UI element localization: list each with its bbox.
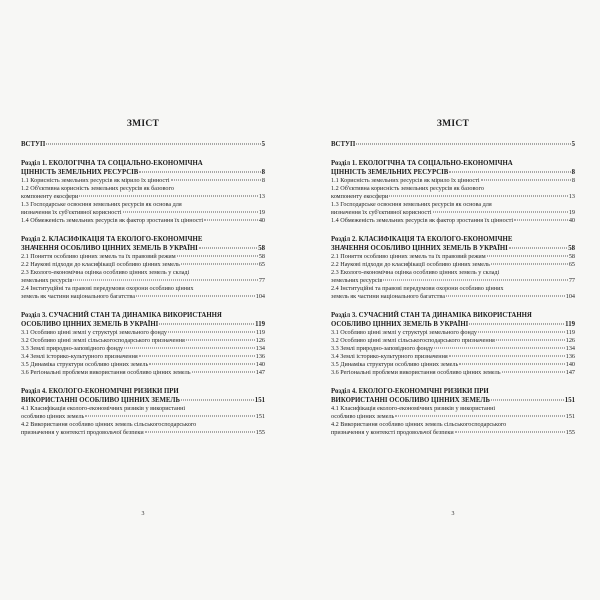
section-heading-line[interactable] bbox=[21, 168, 265, 177]
dot-leader bbox=[455, 432, 565, 433]
dot-leader bbox=[46, 144, 260, 145]
toc-page-number: 13 bbox=[568, 193, 575, 200]
toc-item[interactable] bbox=[21, 261, 265, 269]
toc-item[interactable] bbox=[21, 361, 265, 369]
toc-item[interactable] bbox=[331, 177, 575, 185]
toc-item-last-line[interactable] bbox=[21, 261, 265, 269]
dot-leader bbox=[383, 280, 568, 281]
toc-item[interactable] bbox=[21, 329, 265, 337]
toc-item[interactable] bbox=[331, 201, 575, 217]
dot-leader bbox=[145, 432, 255, 433]
toc-page-number: 126 bbox=[565, 337, 575, 344]
section-heading[interactable]: Розділ 2. КЛАСИФІКАЦІЯ ТА ЕКОЛОГО-ЕКОНОМІЧНЕ bbox=[331, 236, 513, 243]
toc-item-last-line[interactable] bbox=[331, 209, 575, 217]
toc-page-number: 151 bbox=[254, 397, 265, 404]
toc-item[interactable] bbox=[21, 185, 265, 201]
dot-leader bbox=[389, 196, 568, 197]
dot-leader bbox=[434, 348, 565, 349]
toc-item[interactable] bbox=[331, 261, 575, 269]
toc-page-number: 151 bbox=[255, 413, 265, 420]
toc-page-number: 8 bbox=[571, 177, 575, 184]
toc-page-number: 134 bbox=[255, 345, 265, 352]
toc-entry-text: ЗНАЧЕННЯ ОСОБЛИВО ЦІННИХ ЗЕМЕЛЬ В УКРАЇНІ bbox=[21, 245, 198, 252]
toc-entry-text: 1.4 Обмеженість земельних ресурсів як фактор зростання їх цінності bbox=[21, 217, 204, 224]
section-heading[interactable]: Розділ 4. ЕКОЛОГО-ЕКОНОМІЧНІ РИЗИКИ ПРИ bbox=[331, 388, 489, 395]
toc-item-last-line[interactable] bbox=[21, 209, 265, 217]
toc-entry-text: ЦІННІСТЬ ЗЕМЕЛЬНИХ РЕСУРСІВ bbox=[21, 169, 139, 176]
toc-entry-text: 3.1 Особливо цінні землі у структурі земельного фонду bbox=[331, 329, 478, 336]
dot-leader bbox=[149, 364, 254, 365]
toc-item-last-line[interactable] bbox=[331, 337, 575, 345]
toc-item-last-line[interactable] bbox=[331, 293, 575, 301]
toc-page-number: 155 bbox=[565, 429, 575, 436]
dot-leader bbox=[491, 400, 564, 401]
dot-leader bbox=[171, 180, 261, 181]
dot-leader bbox=[168, 332, 255, 333]
dot-leader bbox=[192, 372, 255, 373]
toc-intro bbox=[331, 141, 575, 149]
toc-title: ЗМІСТ bbox=[436, 119, 470, 129]
toc-item[interactable] bbox=[21, 369, 265, 377]
toc-item-last-line[interactable] bbox=[331, 277, 575, 285]
toc-entry-text: особливо цінних земель bbox=[21, 413, 85, 420]
dot-leader bbox=[514, 220, 568, 221]
dot-leader bbox=[123, 212, 258, 213]
toc-item[interactable] bbox=[21, 345, 265, 353]
toc-item-last-line[interactable] bbox=[331, 217, 575, 225]
toc-entry-text: ВИКОРИСТАННІ ОСОБЛИВО ЦІННИХ ЗЕМЕЛЬ bbox=[21, 397, 180, 404]
toc-page-number: 151 bbox=[564, 397, 575, 404]
toc-entry-text: особливо цінних земель bbox=[331, 413, 395, 420]
toc-page-number: 147 bbox=[565, 369, 575, 376]
dot-leader bbox=[85, 416, 254, 417]
toc-page-number: 13 bbox=[258, 193, 265, 200]
dot-leader bbox=[177, 256, 258, 257]
toc-page-number: 77 bbox=[568, 277, 575, 284]
toc-entry-text: 1.4 Обмеженість земельних ресурсів як фактор зростання їх цінності bbox=[331, 217, 514, 224]
toc-entry-text: 3.2 Особливо цінні землі сільськогосподарського призначення bbox=[21, 337, 185, 344]
toc-item-last-line[interactable] bbox=[21, 253, 265, 261]
toc-entry-text: земельних ресурсів bbox=[331, 277, 383, 284]
toc-entry-text: ВСТУП bbox=[21, 141, 46, 148]
dot-leader bbox=[73, 280, 258, 281]
toc-item-last-line[interactable] bbox=[21, 217, 265, 225]
toc-entry-text: ВИКОРИСТАННІ ОСОБЛИВО ЦІННИХ ЗЕМЕЛЬ bbox=[331, 397, 490, 404]
toc-item[interactable] bbox=[331, 405, 575, 421]
toc-page-number: 58 bbox=[258, 253, 265, 260]
toc-item-last-line[interactable] bbox=[21, 329, 265, 337]
toc-entry-text: визначення їх суб'єктивної корисності bbox=[331, 209, 432, 216]
toc-item[interactable] bbox=[331, 421, 575, 437]
dot-leader bbox=[139, 356, 255, 357]
toc-page-number: 151 bbox=[565, 413, 575, 420]
toc-entry-text: 1.1 Корисність земельних ресурсів як мірило їх цінності bbox=[21, 177, 170, 184]
toc-item-line: 4.1 Класифікація еколого-економічних ризиків у використанні bbox=[331, 405, 496, 412]
toc-item-line: 1.3 Господарське освоєння земельних ресурсів як основа для bbox=[21, 201, 182, 208]
toc-entry-text: 2.2 Наукові підходи до класифікації особливо цінних земель bbox=[21, 261, 180, 268]
toc-page-number: 8 bbox=[261, 177, 265, 184]
toc-section bbox=[331, 235, 575, 301]
toc-page-number: 5 bbox=[571, 141, 575, 148]
toc-page-number: 40 bbox=[258, 217, 265, 224]
left-page bbox=[21, 105, 265, 517]
toc-page-number: 19 bbox=[568, 209, 575, 216]
toc-item[interactable] bbox=[21, 421, 265, 437]
dot-leader bbox=[459, 364, 564, 365]
toc-page-number: 8 bbox=[261, 169, 265, 176]
dot-leader bbox=[449, 356, 565, 357]
toc-entry-text: компоненту екосфери bbox=[331, 193, 389, 200]
toc-item-line: 2.4 Інституційні та правові передумови охорони особливо цінних bbox=[21, 285, 194, 292]
dot-leader bbox=[124, 348, 255, 349]
toc-page-number: 119 bbox=[565, 321, 575, 328]
section-heading-line[interactable] bbox=[331, 320, 575, 329]
dot-leader bbox=[199, 248, 257, 249]
toc-item-last-line[interactable] bbox=[331, 353, 575, 361]
toc-item-last-line[interactable] bbox=[21, 361, 265, 369]
toc-item[interactable] bbox=[331, 329, 575, 337]
dot-leader bbox=[502, 372, 565, 373]
toc-entry-text: земельних ресурсів bbox=[21, 277, 73, 284]
toc-entry-text: земель як частини національного багатства bbox=[21, 293, 135, 300]
toc-section bbox=[331, 387, 575, 437]
toc-entry-text: 2.2 Наукові підходи до класифікації особливо цінних земель bbox=[331, 261, 490, 268]
toc-page-number: 134 bbox=[565, 345, 575, 352]
toc-entry-text: визначення їх суб'єктивної корисності bbox=[21, 209, 122, 216]
toc-item[interactable] bbox=[331, 217, 575, 225]
toc-item[interactable] bbox=[21, 405, 265, 421]
toc-entry-intro[interactable] bbox=[21, 141, 265, 149]
dot-leader bbox=[136, 296, 255, 297]
section-heading-line[interactable] bbox=[21, 396, 265, 405]
toc-page-number: 147 bbox=[255, 369, 265, 376]
section-heading-line[interactable] bbox=[331, 396, 575, 405]
toc-entry-text: 3.6 Регіональні проблеми використання особливо цінних земель bbox=[331, 369, 501, 376]
toc-item-last-line[interactable] bbox=[331, 361, 575, 369]
toc-page-number: 40 bbox=[568, 217, 575, 224]
toc-item-line: 2.3 Еколого-економічна оцінка особливо цінних земель у складі bbox=[331, 269, 500, 276]
toc-item[interactable] bbox=[21, 285, 265, 301]
dot-leader bbox=[491, 264, 568, 265]
section-heading[interactable]: Розділ 1. ЕКОЛОГІЧНА ТА СОЦІАЛЬНО-ЕКОНОМІЧНА bbox=[21, 160, 203, 167]
toc-item[interactable] bbox=[331, 369, 575, 377]
toc-page-number: 58 bbox=[568, 253, 575, 260]
dot-leader bbox=[478, 332, 565, 333]
toc-entry-text: 3.1 Особливо цінні землі у структурі земельного фонду bbox=[21, 329, 168, 336]
toc-page-number: 5 bbox=[261, 141, 265, 148]
page-number: 3 bbox=[141, 511, 145, 517]
toc-page-number: 136 bbox=[565, 353, 575, 360]
dot-leader bbox=[395, 416, 564, 417]
section-heading[interactable]: Розділ 4. ЕКОЛОГО-ЕКОНОМІЧНІ РИЗИКИ ПРИ bbox=[21, 388, 179, 395]
toc-page-number: 136 bbox=[255, 353, 265, 360]
toc-page-number: 119 bbox=[255, 329, 265, 336]
dot-leader bbox=[181, 400, 254, 401]
toc-section bbox=[21, 159, 265, 225]
dot-leader bbox=[509, 248, 567, 249]
toc-page-number: 104 bbox=[255, 293, 265, 300]
toc-section bbox=[331, 159, 575, 225]
toc-entry-text: 3.5 Динаміка структури особливо цінних земель bbox=[21, 361, 149, 368]
toc-entry-text: 3.5 Динаміка структури особливо цінних земель bbox=[331, 361, 459, 368]
toc-page-number: 58 bbox=[258, 245, 265, 252]
toc-entry-text: 1.1 Корисність земельних ресурсів як мірило їх цінності bbox=[331, 177, 480, 184]
toc-item-line: 1.2 Об'єктивна корисність земельних ресурсів як базового bbox=[331, 185, 484, 192]
toc-item[interactable] bbox=[331, 185, 575, 201]
toc-entry-text: призначення у контексті продовольчої безпеки bbox=[21, 429, 144, 436]
toc-item-last-line[interactable] bbox=[21, 193, 265, 201]
toc-page-number: 155 bbox=[255, 429, 265, 436]
section-heading-line[interactable] bbox=[331, 168, 575, 177]
toc-item[interactable] bbox=[331, 253, 575, 261]
toc-item[interactable] bbox=[21, 177, 265, 185]
toc-page-number: 77 bbox=[258, 277, 265, 284]
toc-page-number: 104 bbox=[565, 293, 575, 300]
section-heading[interactable]: Розділ 3. СУЧАСНИЙ СТАН ТА ДИНАМІКА ВИКОРИСТАННЯ bbox=[21, 312, 222, 319]
dot-leader bbox=[481, 180, 571, 181]
toc-item-last-line[interactable] bbox=[331, 413, 575, 421]
toc-item[interactable] bbox=[331, 337, 575, 345]
toc-entry-text: 3.6 Регіональні проблеми використання особливо цінних земель bbox=[21, 369, 191, 376]
toc-page-number: 19 bbox=[258, 209, 265, 216]
toc-item-last-line[interactable] bbox=[331, 329, 575, 337]
toc-page-number: 140 bbox=[565, 361, 575, 368]
section-heading-line[interactable] bbox=[21, 320, 265, 329]
toc-item-line: 4.2 Використання особливо цінних земель сільськогосподарського bbox=[21, 421, 197, 428]
toc-entry-text: 3.2 Особливо цінні землі сільськогосподарського призначення bbox=[331, 337, 495, 344]
toc-item-last-line[interactable] bbox=[331, 193, 575, 201]
dot-leader bbox=[159, 324, 254, 325]
toc-item[interactable] bbox=[21, 217, 265, 225]
toc-entry-text: ВСТУП bbox=[331, 141, 356, 148]
section-heading[interactable]: Розділ 2. КЛАСИФІКАЦІЯ ТА ЕКОЛОГО-ЕКОНОМІЧНЕ bbox=[21, 236, 203, 243]
toc-section bbox=[331, 311, 575, 377]
dot-leader bbox=[487, 256, 568, 257]
toc-page-number: 140 bbox=[255, 361, 265, 368]
dot-leader bbox=[186, 340, 255, 341]
toc-item-last-line[interactable] bbox=[21, 413, 265, 421]
section-heading-line[interactable] bbox=[21, 244, 265, 253]
toc-entry-text: земель як частини національного багатства bbox=[331, 293, 445, 300]
toc-page-number: 8 bbox=[571, 169, 575, 176]
toc-entry-text: ОСОБЛИВО ЦІННИХ ЗЕМЕЛЬ В УКРАЇНІ bbox=[21, 321, 159, 328]
toc-item[interactable] bbox=[331, 353, 575, 361]
dot-leader bbox=[469, 324, 564, 325]
toc-item-last-line[interactable] bbox=[331, 429, 575, 437]
toc-entry-text: 3.4 Землі історико-культурного призначення bbox=[331, 353, 448, 360]
toc-entry-text: компоненту екосфери bbox=[21, 193, 79, 200]
toc-entry-text: ОСОБЛИВО ЦІННИХ ЗЕМЕЛЬ В УКРАЇНІ bbox=[331, 321, 469, 328]
section-heading[interactable]: Розділ 1. ЕКОЛОГІЧНА ТА СОЦІАЛЬНО-ЕКОНОМІЧНА bbox=[331, 160, 513, 167]
toc-item-last-line[interactable] bbox=[331, 177, 575, 185]
toc-entry-text: 2.1 Поняття особливо цінних земель та їх правовий режим bbox=[21, 253, 176, 260]
toc-item-line: 4.1 Класифікація еколого-економічних ризиків у використанні bbox=[21, 405, 186, 412]
dot-leader bbox=[204, 220, 258, 221]
toc-section bbox=[21, 387, 265, 437]
toc-page-number: 58 bbox=[568, 245, 575, 252]
toc-page-number: 65 bbox=[568, 261, 575, 268]
toc-item-last-line[interactable] bbox=[331, 369, 575, 377]
dot-leader bbox=[433, 212, 568, 213]
toc-item-line: 4.2 Використання особливо цінних земель сільськогосподарського bbox=[331, 421, 507, 428]
toc-item-line: 1.3 Господарське освоєння земельних ресурсів як основа для bbox=[331, 201, 492, 208]
toc-item-last-line[interactable] bbox=[21, 429, 265, 437]
dot-leader bbox=[79, 196, 258, 197]
toc-item[interactable] bbox=[21, 353, 265, 361]
toc-item[interactable] bbox=[21, 253, 265, 261]
section-heading-line[interactable] bbox=[331, 244, 575, 253]
toc-page-number: 65 bbox=[258, 261, 265, 268]
dot-leader bbox=[446, 296, 565, 297]
toc-item-last-line[interactable] bbox=[21, 293, 265, 301]
dot-leader bbox=[356, 144, 570, 145]
toc-intro bbox=[21, 141, 265, 149]
toc-item-last-line[interactable] bbox=[331, 345, 575, 353]
toc-entry-text: 3.4 Землі історико-культурного призначення bbox=[21, 353, 138, 360]
toc-entry-text: ЗНАЧЕННЯ ОСОБЛИВО ЦІННИХ ЗЕМЕЛЬ В УКРАЇНІ bbox=[331, 245, 508, 252]
toc-item-last-line[interactable] bbox=[21, 277, 265, 285]
toc-item-line: 1.2 Об'єктивна корисність земельних ресурсів як базового bbox=[21, 185, 174, 192]
toc-item[interactable] bbox=[21, 201, 265, 217]
page-number: 3 bbox=[451, 511, 455, 517]
toc-item[interactable] bbox=[21, 337, 265, 345]
toc-item[interactable] bbox=[331, 361, 575, 369]
toc-item-last-line[interactable] bbox=[21, 353, 265, 361]
toc-item[interactable] bbox=[331, 269, 575, 285]
toc-item-last-line[interactable] bbox=[21, 177, 265, 185]
toc-entry-text: ЦІННІСТЬ ЗЕМЕЛЬНИХ РЕСУРСІВ bbox=[331, 169, 449, 176]
toc-item-last-line[interactable] bbox=[21, 369, 265, 377]
toc-entry-intro[interactable] bbox=[331, 141, 575, 149]
toc-page-number: 126 bbox=[255, 337, 265, 344]
toc-item[interactable] bbox=[331, 285, 575, 301]
section-heading[interactable]: Розділ 3. СУЧАСНИЙ СТАН ТА ДИНАМІКА ВИКОРИСТАННЯ bbox=[331, 312, 532, 319]
toc-item-last-line[interactable] bbox=[21, 345, 265, 353]
toc-page-number: 119 bbox=[255, 321, 265, 328]
toc-title: ЗМІСТ bbox=[126, 119, 160, 129]
toc-entry-text: 3.3 Землі природно-заповідного фонду bbox=[331, 345, 434, 352]
toc-section bbox=[21, 235, 265, 301]
toc-entry-text: призначення у контексті продовольчої безпеки bbox=[331, 429, 454, 436]
dot-leader bbox=[496, 340, 565, 341]
toc-section bbox=[21, 311, 265, 377]
dot-leader bbox=[181, 264, 258, 265]
toc-item[interactable] bbox=[21, 269, 265, 285]
dot-leader bbox=[449, 172, 570, 173]
toc-entry-text: 3.3 Землі природно-заповідного фонду bbox=[21, 345, 124, 352]
toc-item-last-line[interactable] bbox=[331, 253, 575, 261]
toc-item-line: 2.3 Еколого-економічна оцінка особливо цінних земель у складі bbox=[21, 269, 190, 276]
toc-page-number: 119 bbox=[565, 329, 575, 336]
dot-leader bbox=[139, 172, 260, 173]
toc-item[interactable] bbox=[331, 345, 575, 353]
toc-item-last-line[interactable] bbox=[21, 337, 265, 345]
right-page bbox=[331, 105, 575, 517]
toc-item-line: 2.4 Інституційні та правові передумови охорони особливо цінних bbox=[331, 285, 504, 292]
toc-entry-text: 2.1 Поняття особливо цінних земель та їх правовий режим bbox=[331, 253, 486, 260]
toc-item-last-line[interactable] bbox=[331, 261, 575, 269]
